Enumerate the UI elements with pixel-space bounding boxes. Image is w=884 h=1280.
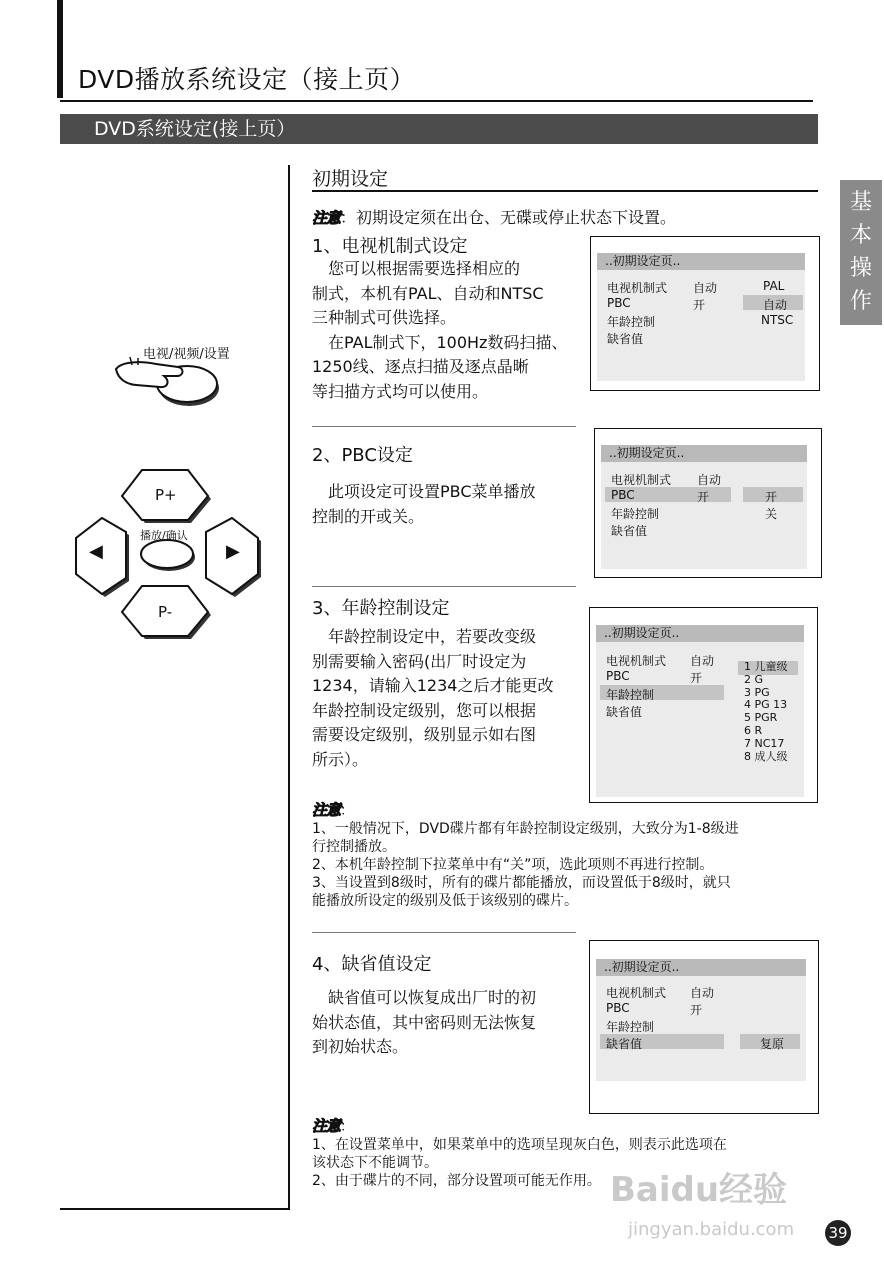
text-line: 别需要输入密码(出厂时设定为 — [312, 651, 527, 671]
text-line: 年龄控制设定级别，您可以根据 — [312, 700, 537, 720]
note-line: 2、本机年龄控制下拉菜单中有“关”项，选此项则不再进行控制。 — [312, 857, 714, 873]
hand-press-icon — [112, 355, 222, 410]
menu-screen-pbc — [594, 428, 822, 578]
section-title: 初期设定 — [312, 168, 389, 190]
section-rule — [312, 190, 818, 192]
page-title: DVD播放系统设定（接上页） — [78, 65, 416, 94]
note-tag-suffix: ： — [340, 803, 355, 819]
menu-row-default: 缺省值 — [611, 524, 648, 538]
watermark-logo: Baidu经验 — [610, 1170, 788, 1210]
left-arrow-icon: ◀ — [89, 541, 103, 562]
item-separator — [312, 586, 576, 587]
menu-header: ..初期设定页.. — [596, 625, 804, 642]
menu-row-default: 缺省值 — [606, 705, 643, 719]
note-tag: 注意 — [312, 801, 341, 819]
menu-option: NTSC — [761, 313, 794, 327]
menu-header: ..初期设定页.. — [601, 445, 807, 462]
menu-screen-default — [589, 940, 819, 1114]
menu-screen-tv-system — [590, 236, 820, 391]
bottom-rule — [60, 1208, 290, 1210]
menu-value-tv-system: 自动 — [690, 654, 715, 668]
note-line: 能播放所设定的级别及低于该级别的碟片。 — [312, 893, 578, 909]
chapter-side-tab — [840, 180, 882, 325]
side-tab-char: 基 — [849, 189, 872, 215]
note-line: 行控制播放。 — [312, 839, 396, 855]
setup-button-label: 电视/视频/设置 — [143, 347, 230, 362]
age-level: 8 成人级 — [744, 749, 788, 763]
text-line: 在PAL制式下，100Hz数码扫描、 — [312, 332, 568, 352]
note-line: 3、当设置到8级时，所有的碟片都能播放，而设置低于8级时，就只 — [312, 875, 731, 891]
item-text-default — [312, 986, 536, 1060]
watermark-url: jingyan.baidu.com — [628, 1219, 795, 1240]
text-line: 到初始状态。 — [312, 1037, 409, 1056]
menu-row-tv-system: 电视机制式 — [611, 473, 672, 487]
note-line: 2、由于碟片的不同，部分设置项可能无作用。 — [312, 1173, 601, 1189]
menu-row-age-control: 年龄控制 — [607, 315, 656, 329]
menu-option: 关 — [765, 507, 778, 521]
text-line: 需要设定级别，级别显示如右图 — [312, 725, 537, 744]
item-heading-default: 4、缺省值设定 — [312, 954, 432, 975]
age-level: 5 PGR — [744, 711, 778, 725]
ok-button-label: 播放/确认 — [140, 529, 188, 542]
menu-row-tv-system: 电视机制式 — [607, 281, 668, 295]
text-line: 1234，请输入1234之后才能更改 — [312, 676, 554, 695]
text-line: 您可以根据需要选择相应的 — [312, 259, 521, 278]
item-text-tv-system — [312, 257, 567, 404]
menu-row-tv-system: 电视机制式 — [606, 654, 667, 668]
text-line: 1250线、逐点扫描及逐点晶晰 — [312, 357, 529, 376]
text-line: 制式，本机有PAL、自动和NTSC — [312, 283, 544, 303]
menu-row-default: 缺省值 — [606, 1037, 643, 1051]
item-separator — [312, 426, 576, 427]
menu-option: 开 — [765, 490, 778, 504]
intro-note — [312, 205, 676, 228]
text-line: 年龄控制设定中，若要改变级 — [312, 627, 537, 646]
notes-title — [312, 1117, 818, 1136]
menu-row-age-control: 年龄控制 — [606, 1020, 655, 1034]
item-heading-age-control: 3、年龄控制设定 — [312, 598, 450, 619]
age-level: 2 G — [744, 672, 764, 686]
item-separator — [312, 932, 576, 933]
menu-value-tv-system: 自动 — [693, 281, 718, 295]
channel-down-label: P- — [158, 603, 173, 621]
menu-value-pbc: 开 — [690, 1003, 703, 1017]
menu-value-tv-system: 自动 — [697, 473, 722, 487]
side-tab-char: 操 — [849, 256, 872, 282]
side-tab-char: 作 — [849, 289, 872, 315]
menu-option: PAL — [763, 279, 785, 293]
age-level: 1 儿童级 — [744, 660, 788, 673]
item-text-age-control — [312, 625, 553, 772]
age-level-list — [744, 661, 788, 763]
menu-row-pbc: PBC — [606, 669, 630, 683]
text-line: 控制的开或关。 — [312, 506, 425, 526]
item-text-pbc — [312, 480, 536, 529]
channel-up-label: P+ — [155, 486, 177, 504]
section-band: DVD系统设定(接上页） — [60, 114, 818, 144]
menu-value-pbc: 开 — [690, 671, 703, 685]
note-line: 1、一般情况下，DVD碟片都有年龄控制设定级别，大致分为1-8级进 — [312, 821, 739, 837]
age-level: 4 PG 13 — [744, 698, 788, 712]
menu-row-tv-system: 电视机制式 — [606, 986, 667, 1000]
menu-row-default: 缺省值 — [607, 332, 644, 346]
header-accent-bar — [57, 0, 63, 98]
text-line: 三种制式可供选择。 — [312, 308, 457, 327]
menu-header: ..初期设定页.. — [597, 253, 805, 270]
text-line: 等扫描方式均可以使用。 — [312, 381, 489, 401]
notes-age-control — [312, 801, 818, 910]
menu-value-tv-system: 自动 — [690, 986, 715, 1000]
page-number: 39 — [825, 1220, 851, 1246]
text-line: 所示）。 — [312, 749, 369, 769]
title-rule — [60, 100, 813, 102]
menu-screen-age-control — [589, 607, 818, 803]
menu-row-age-control: 年龄控制 — [606, 688, 655, 702]
note-tag: 注意 — [312, 209, 341, 227]
column-divider — [288, 165, 290, 1210]
text-line: 缺省值可以恢复成出厂时的初 — [312, 988, 537, 1007]
age-level: 6 R — [744, 723, 763, 737]
item-heading-tv-system: 1、电视机制式设定 — [312, 236, 468, 257]
age-level: 7 NC17 — [744, 736, 785, 750]
right-arrow-icon: ▶ — [226, 541, 240, 562]
item-heading-pbc: 2、PBC设定 — [312, 445, 413, 466]
side-tab-char: 本 — [849, 222, 872, 248]
menu-row-age-control: 年龄控制 — [611, 507, 660, 521]
text-line: 始状态值，其中密码则无法恢复 — [312, 1012, 537, 1032]
note-text: ：初期设定须在出仓、无碟或停止状态下设置。 — [340, 208, 677, 227]
text-line: 此项设定可设置PBC菜单播放 — [312, 482, 536, 501]
note-line: 1、在设置菜单中，如果菜单中的选项呈现灰白色，则表示此选项在 — [312, 1137, 727, 1153]
age-level: 3 PG — [744, 685, 770, 699]
menu-option-reset: 复原 — [760, 1037, 785, 1051]
note-tag: 注意 — [312, 1117, 341, 1135]
note-tag-suffix: ： — [340, 1119, 355, 1135]
menu-option: 自动 — [763, 298, 788, 312]
menu-header: ..初期设定页.. — [596, 959, 806, 976]
notes-title — [312, 801, 818, 820]
menu-row-pbc: PBC — [607, 296, 631, 310]
menu-value-pbc: 开 — [697, 490, 710, 504]
menu-row-pbc: PBC — [611, 488, 635, 502]
menu-value-pbc: 开 — [693, 298, 706, 312]
menu-row-pbc: PBC — [606, 1001, 630, 1015]
note-line: 该状态下不能调节。 — [312, 1155, 438, 1171]
